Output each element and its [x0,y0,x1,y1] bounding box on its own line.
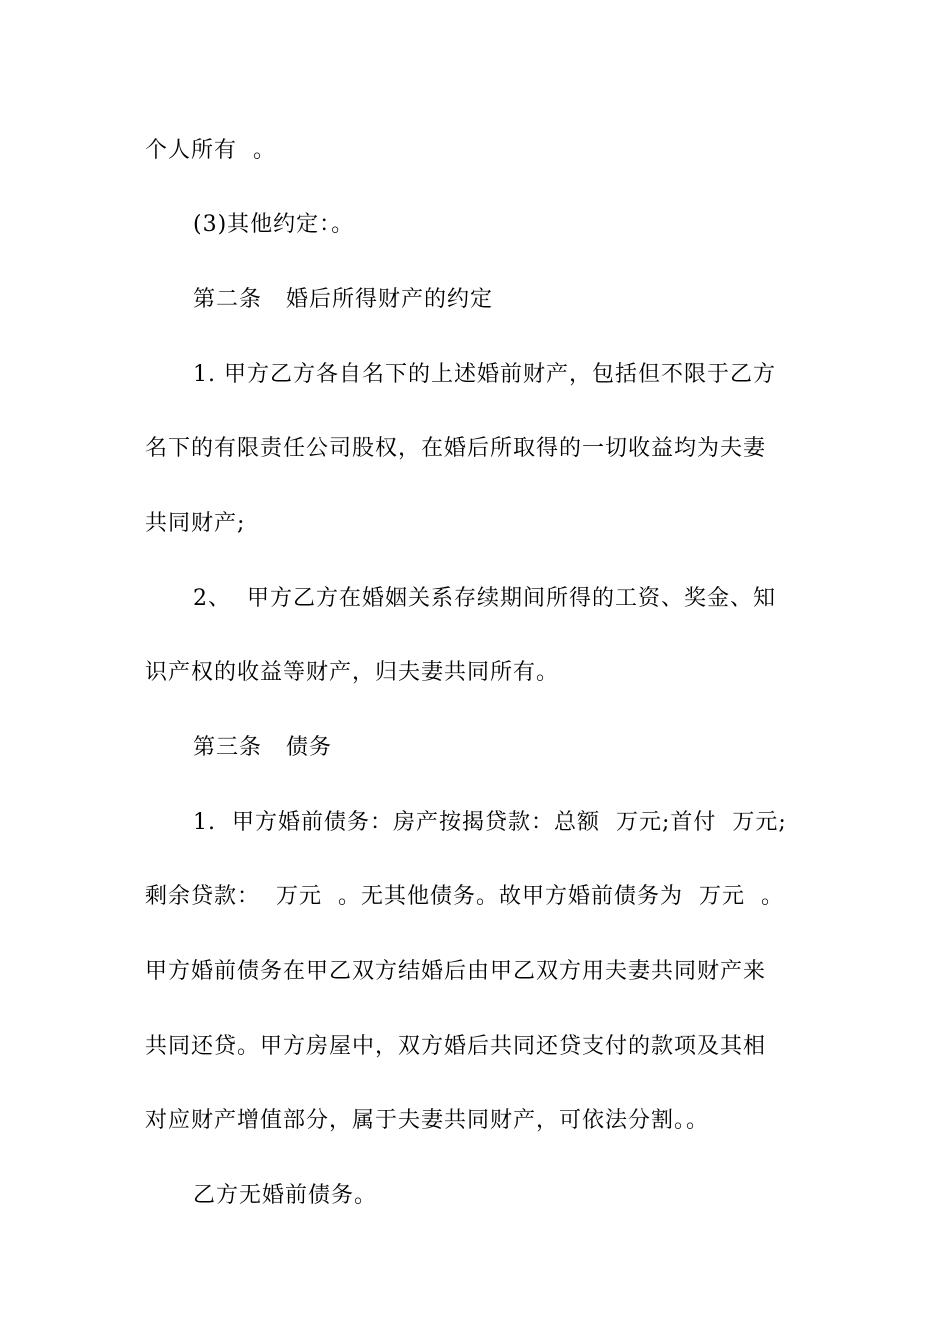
paragraph-line: 个人所有 。 [145,138,276,163]
paragraph-line: 1. 甲方乙方各自名下的上述婚前财产，包括但不限于乙方 [193,362,776,387]
paragraph-line: 甲方婚前债务在甲乙双方结婚后由甲乙双方用夫妻共同财产来 [145,959,767,984]
paragraph-line: 识产权的收益等财产，归夫妻共同所有。 [145,660,560,685]
section-heading: 第二条 婚后所得财产的约定 [193,287,493,312]
paragraph-line: (3)其他约定：。 [193,212,355,237]
paragraph-line: 对应财产增值部分，属于夫妻共同财产，可依法分割。。 [145,1108,710,1133]
paragraph-line: 乙方无婚前债务。 [193,1183,378,1208]
paragraph-line: 剩余贷款： 万元 。无其他债务。故甲方婚前债务为 万元 。 [145,884,784,909]
section-heading: 第三条 债务 [193,735,332,760]
paragraph-line: 1. 甲方婚前债务：房产按揭贷款：总额 万元;首付 万元; [193,810,787,835]
paragraph-line: 名下的有限责任公司股权，在婚后所取得的一切收益均为夫妻 [145,436,767,461]
paragraph-line: 共同还贷。甲方房屋中，双方婚后共同还贷支付的款项及其相 [145,1034,767,1059]
paragraph-line: 共同财产; [145,511,246,536]
paragraph-line: 2、 甲方乙方在婚姻关系存续期间所得的工资、奖金、知 [193,586,776,611]
